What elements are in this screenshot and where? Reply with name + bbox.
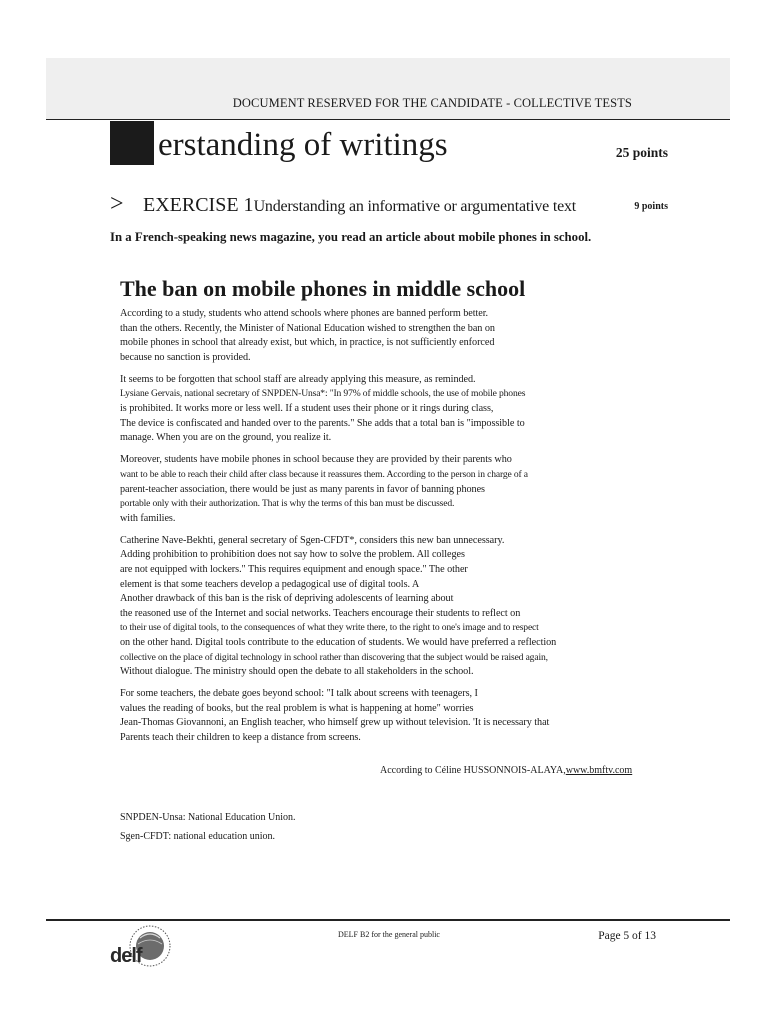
footer-rule [46, 919, 730, 921]
article-line: Moreover, students have mobile phones in school because they are provided by their parents who [120, 454, 512, 466]
article-paragraph-1 [120, 307, 660, 365]
delf-logo-icon [108, 924, 172, 970]
header-band [46, 58, 730, 119]
article-body [120, 307, 660, 753]
article-line: Jean-Thomas Giovannoni, an English teacher, who himself grew up without television. 'It is necessary that [120, 717, 550, 729]
exercise-description: Understanding an informative or argumentative text [253, 198, 577, 215]
article-line: It seems to be forgotten that school staff are already applying this measure, as reminded. [120, 373, 476, 385]
page-number: Page 5 of 13 [598, 930, 656, 942]
article-line: Lysiane Gervais, national secretary of SNPDEN-Unsa*: "In 97% of middle schools, the use of mobile phones [120, 388, 526, 400]
article-line: want to be able to reach their child after class because it reassures them. According to the person in charge of a [120, 468, 528, 480]
article-line: Parents teach their children to keep a distance from screens. [120, 732, 361, 744]
article-line: the reasoned use of the Internet and social networks. Teachers encourage their students to reflect on [120, 607, 521, 619]
article-line: Catherine Nave-Bekhti, general secretary of Sgen-CFDT*, considers this new ban unnecessary. [120, 534, 505, 546]
exercise-heading [143, 193, 576, 219]
article-line: Without dialogue. The ministry should open the debate to all stakeholders in the school. [120, 666, 474, 678]
article-paragraph-3 [120, 453, 660, 526]
article-line: Another drawback of this ban is the risk of depriving adolescents of learning about [120, 593, 454, 605]
footer-exam-name: DELF B2 for the general public [338, 930, 440, 939]
section-title: erstanding of writings [158, 127, 448, 163]
article-line: are not equipped with lockers." This requires equipment and enough space." The other [120, 564, 468, 575]
exercise-label: EXERCISE 1 [143, 194, 254, 216]
delf-logo-text: delf [110, 945, 142, 967]
exercise-intro: In a French-speaking news magazine, you read an article about mobile phones in school. [110, 230, 592, 244]
source-prefix: According to Céline HUSSONNOIS-ALAYA, [380, 765, 566, 776]
article-line: Adding prohibition to prohibition does not say how to solve the problem. All colleges [120, 549, 465, 561]
section-points: 25 points [615, 145, 668, 160]
article-paragraph-2 [120, 373, 660, 446]
chevron-right-icon: > [110, 191, 124, 217]
section-black-block [110, 121, 154, 165]
footnote: Sgen-CFDT: national education union. [120, 831, 276, 842]
article-line: portable only with their authorization. That is why the terms of this ban must be discussed. [120, 498, 455, 510]
article-line: with families. [120, 512, 176, 524]
article-paragraph-4 [120, 534, 660, 680]
header-rule [46, 119, 730, 120]
article-source [380, 765, 646, 776]
article-line: parent-teacher association, there would be just as many parents in favor of banning phones [120, 483, 485, 495]
article-line: For some teachers, the debate goes beyond school: "I talk about screens with teenagers, I [120, 688, 478, 700]
article-line: The device is confiscated and handed over to the parents." She adds that a total ban is "impossible to [120, 417, 525, 429]
article-line: because no sanction is provided. [120, 351, 251, 363]
delf-logo [108, 924, 172, 970]
article-line: on the other hand. Digital tools contribute to the education of students. We would have preferred a reflection [120, 636, 557, 648]
footnotes [120, 808, 296, 846]
article-line: values the reading of books, but the real problem is what is happening at home" worries [120, 702, 474, 714]
article-line: element is that some teachers develop a pedagogical use of digital tools. A [120, 578, 420, 590]
article-line: is prohibited. It works more or less well. If a student uses their phone or it rings during class, [120, 403, 494, 415]
article-line: manage. When you are on the ground, you realize it. [120, 432, 332, 444]
article-line: mobile phones in school that already exist, but which, in practice, is not sufficiently enforced [120, 337, 495, 349]
article-line: collective on the place of digital technology in school rather than discovering that the subject would be raised again, [120, 651, 548, 663]
exercise-points: 9 points [634, 201, 668, 212]
article-line: to their use of digital tools, to the consequences of what they write there, to the right to one's image and to respect [120, 622, 539, 634]
source-link[interactable]: www.bmftv.com [565, 765, 633, 776]
article-line: According to a study, students who attend schools where phones are banned perform better. [120, 308, 489, 319]
article-paragraph-5 [120, 687, 660, 745]
article-line: than the others. Recently, the Minister of National Education wished to strengthen the ban on [120, 322, 495, 334]
footnote: SNPDEN-Unsa: National Education Union. [120, 812, 296, 823]
reserved-notice: DOCUMENT RESERVED FOR THE CANDIDATE - COLLECTIVE TESTS [232, 96, 632, 110]
article-title: The ban on mobile phones in middle school [120, 276, 526, 301]
